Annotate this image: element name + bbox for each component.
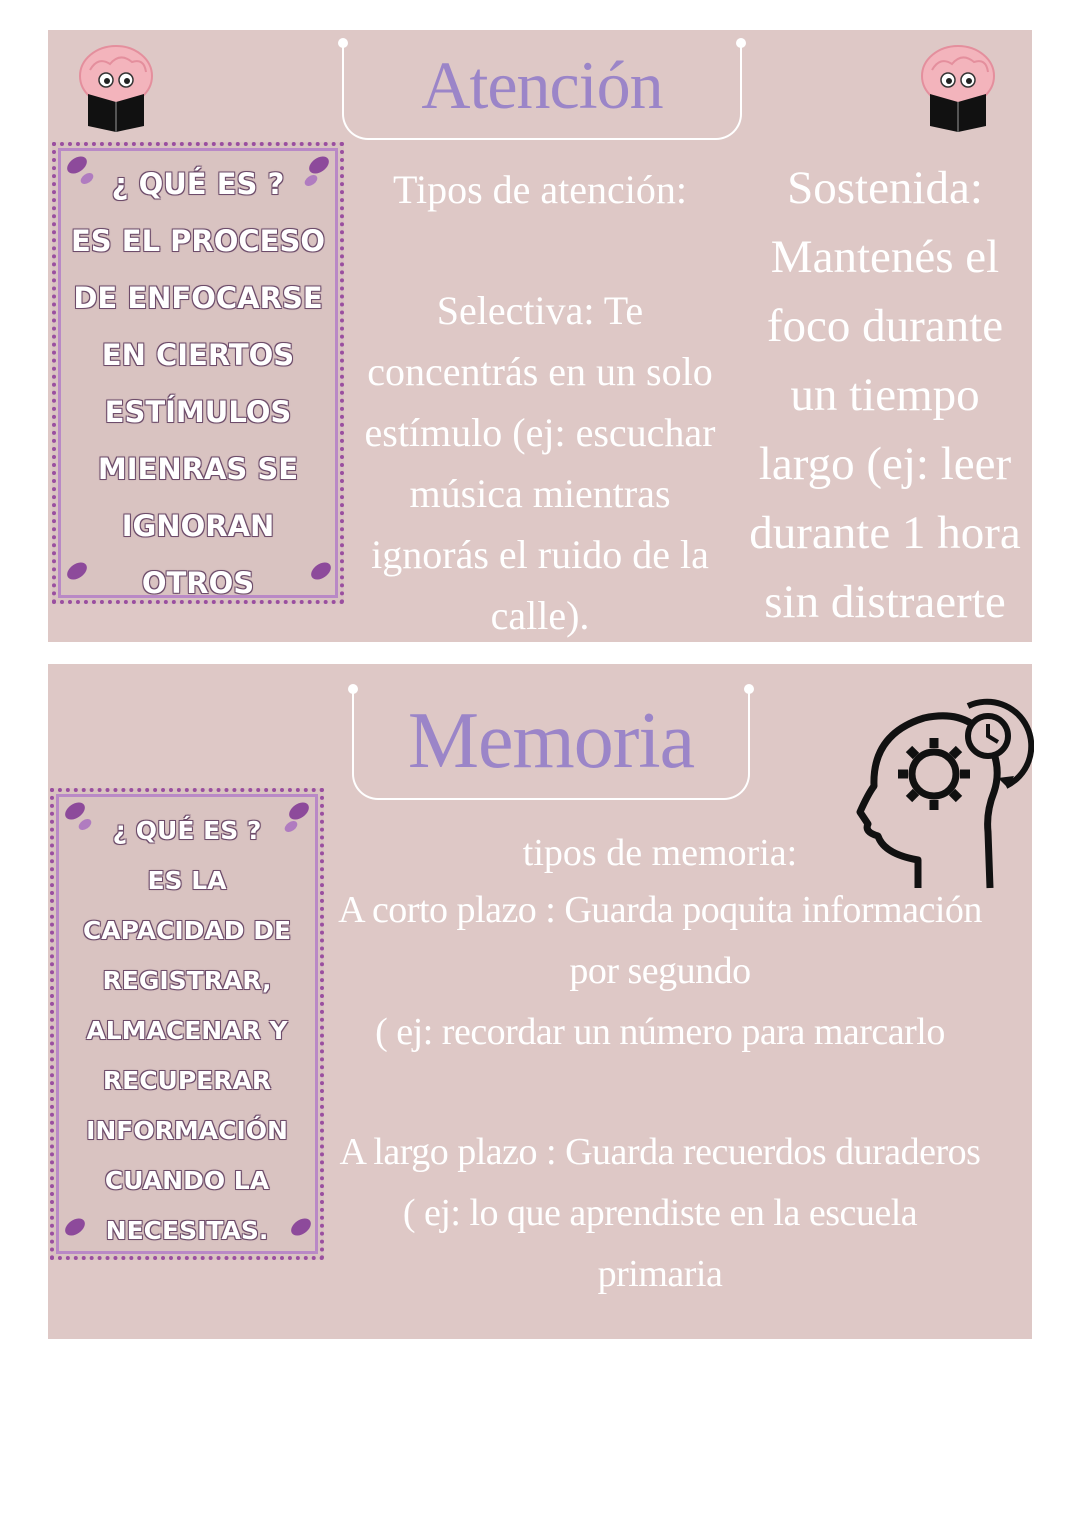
title-frame xyxy=(352,690,750,800)
card-line: MIENRAS SE xyxy=(97,452,299,486)
card-line: ES EL PROCESO xyxy=(70,224,326,258)
card-line: ES LA xyxy=(147,866,227,895)
card-line: RECUPERAR xyxy=(102,1066,272,1095)
largo-plazo-paragraph: A largo plazo : Guarda recuerdos duraderos ( ej: lo que aprendiste en la escuela primaria xyxy=(339,1131,981,1295)
card-line: EN CIERTOS xyxy=(101,338,295,372)
atencion-panel xyxy=(48,30,1032,642)
brain-reading-book-icon xyxy=(918,40,998,132)
section-title-memoria: Memoria xyxy=(407,697,695,785)
section-title-atencion: Atención xyxy=(421,47,663,123)
types-heading: tipos de memoria: xyxy=(522,832,798,874)
card-heading: ¿ QUÉ ES ? xyxy=(111,167,285,201)
card-line: INFORMACIÓN xyxy=(86,1116,288,1145)
card-line: CAPACIDAD DE xyxy=(82,916,292,945)
title-frame xyxy=(342,44,742,140)
card-line: IGNORAN xyxy=(121,509,275,543)
brain-reading-book-icon xyxy=(76,40,156,132)
card-line: DE ENFOCARSE xyxy=(73,281,323,315)
card-line: OTROS xyxy=(141,566,255,600)
card-line: CUANDO LA xyxy=(104,1166,270,1195)
card-line: NECESITAS. xyxy=(105,1216,269,1245)
corto-plazo-paragraph: A corto plazo : Guarda poquita información por segundo ( ej: recordar un número para marcarlo xyxy=(338,889,982,1053)
sostenida-paragraph: Sostenida: Mantenés el foco durante un tiempo largo (ej: leer durante 1 hora sin distraerte xyxy=(749,162,1021,628)
card-line: ESTÍMULOS xyxy=(104,395,292,429)
definition-card xyxy=(50,788,324,1260)
selectiva-paragraph: Selectiva: Te concentrás en un solo estímulo (ej: escuchar música mientras ignorás el ruido de la calle). xyxy=(364,288,716,638)
memoria-panel xyxy=(48,664,1032,1339)
types-heading: Tipos de atención: xyxy=(392,167,688,212)
card-heading: ¿ QUÉ ES ? xyxy=(112,816,262,845)
card-line: REGISTRAR, xyxy=(102,966,272,995)
definition-card xyxy=(52,142,344,604)
card-line: ALMACENAR Y xyxy=(86,1016,288,1045)
